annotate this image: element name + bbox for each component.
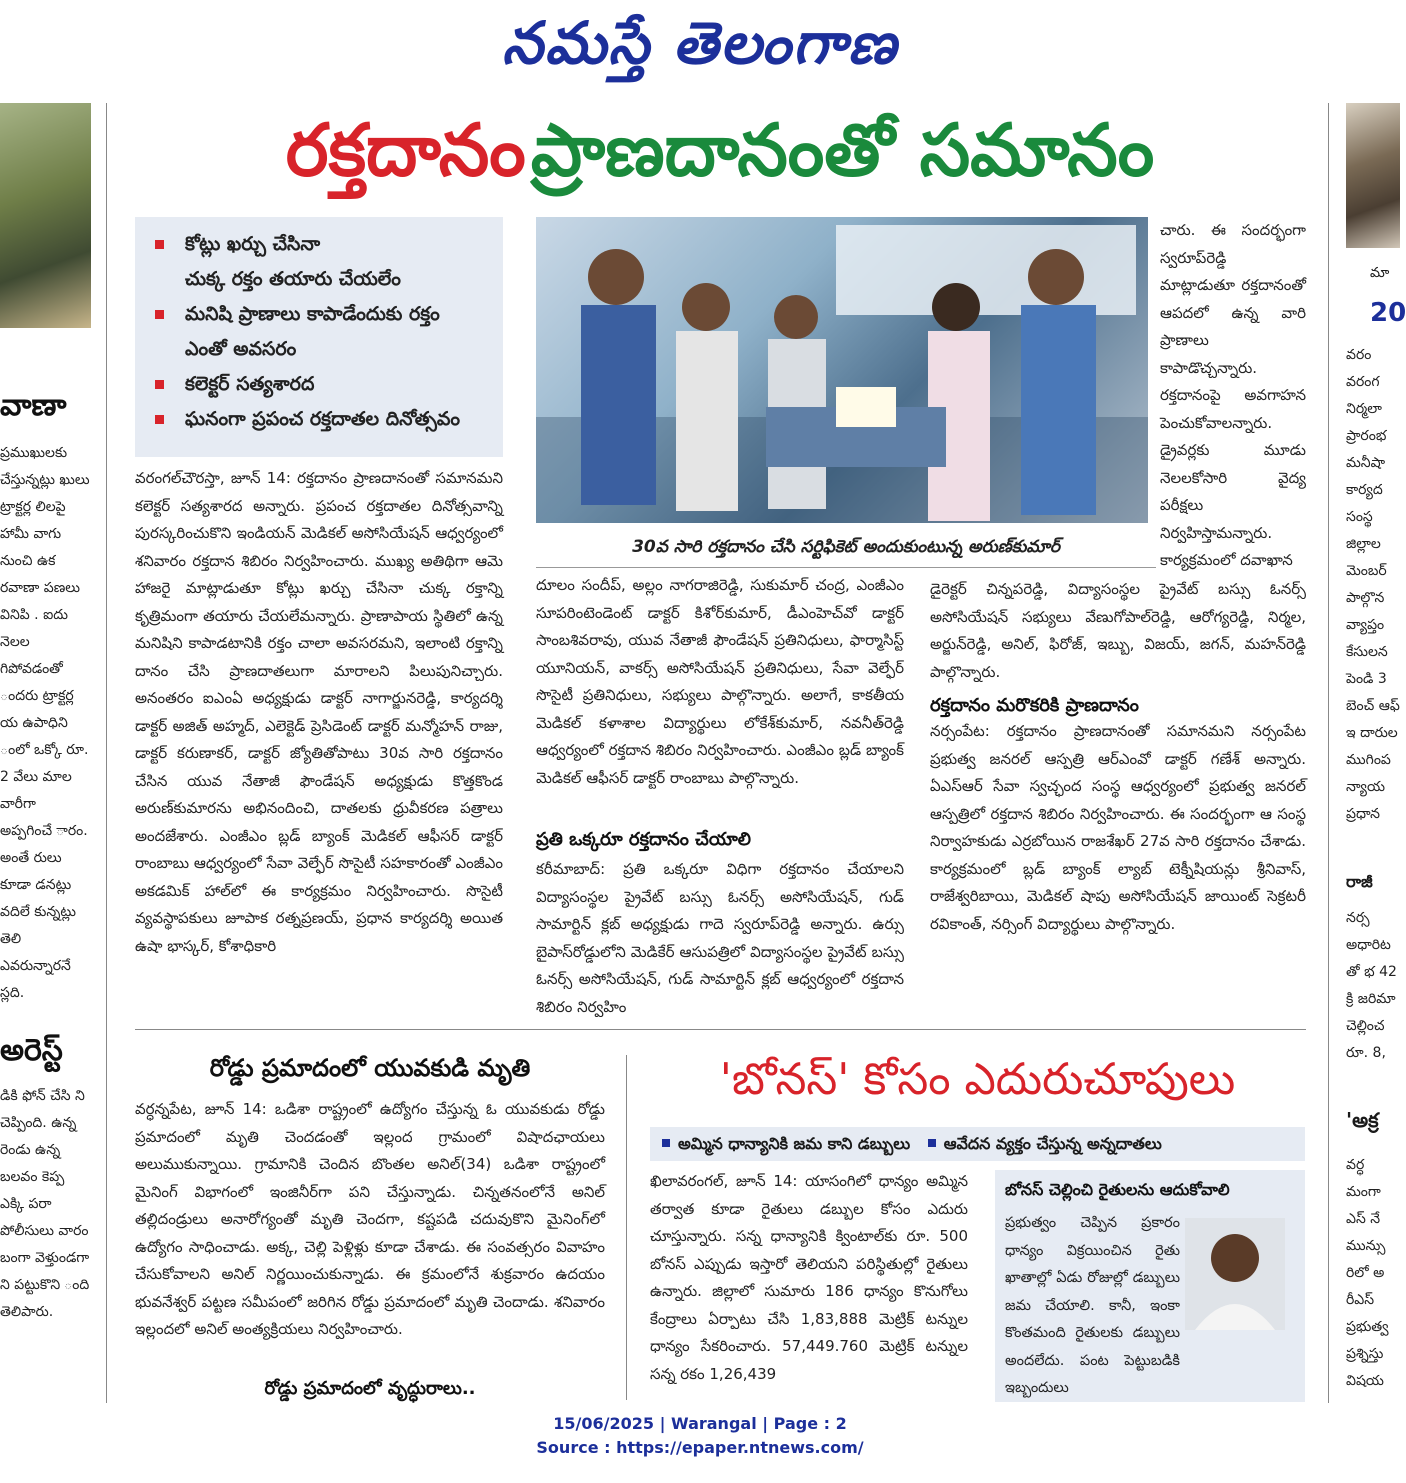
photo-caption: 30వ సారి రక్తదానం చేసి సర్టిఫికెట్ అందుకుంటున్న అరుణ్‌కుమార్ [632, 537, 1060, 557]
quote-box-body: ప్రభుత్వం చెప్పిన ప్రకారం ధాన్యం విక్రయించిన రైతు ఖాతాల్లో ఏడు రోజుల్లో డబ్బులు జమ చేయాలి. కానీ, ఇంకా కొంతమంది రైతులకు డబ్బులు అందలేదు. పంట పెట్టుబడికి ఇబ్బందులు [1005, 1215, 1180, 1396]
bullet-square-icon [662, 1139, 670, 1147]
bullet-square-icon [928, 1139, 936, 1147]
highlights-box [135, 217, 503, 457]
right-strip-text-2: నర్స అధారిట తో భ 42 క్రి జరిమా చెల్లించ రూ. 8, [1346, 910, 1397, 1061]
lead-story-column-3b: నర్సంపేట: రక్తదానం ప్రాణదానంతో సమానమని నర్సంపేట ప్రభుత్వ జనరల్ ఆస్పత్రి ఆర్‌ఎంవో డాక్టర్ గణేశ్ అన్నారు. ఏఎస్‌ఆర్ సేవా స్వచ్ఛంద సంస్థ ఆధ్వర్యంలో ప్రభుత్వ జనరల్ ఆస్పత్రిలో రక్తదాన శిబిరం నిర్వహించారు. ఈ సందర్భంగా ఆ సంస్థ నిర్వాహకుడు ఎర్రబోయిన రాజశేఖర్ 27వ సారి రక్తదానం చేశాడు. కార్యక్రమంలో బ్లడ్ బ్యాంక్ ల్యాబ్ టెక్నీషియన్లు శ్రీనివాస్, రాజేశ్వరిబాయి, మెడికల్ షాపు అసోసియేషన్ జాయింట్ సెక్రటరీ రవికాంత్, నర్సింగ్ విద్యార్థులు పాల్గొన్నారు. [930, 722, 1306, 933]
strip-item: ఆవేదన వ్యక్తం చేస్తున్న అన్నదాతలు [943, 1134, 1162, 1153]
highlight-item: ఎంతో అవసరం [185, 338, 297, 360]
footer-date-line: 15/06/2025 | Warangal | Page : 2 [553, 1414, 847, 1433]
portrait-illustration [1185, 1218, 1285, 1330]
page-footer [0, 1412, 1400, 1460]
highlight-item: ఘనంగా ప్రపంచ రక్తదాతల దినోత్సవం [155, 402, 503, 437]
left-strip-heading-2: అరెస్ట్ [0, 1033, 63, 1068]
subhead-every-one-donate: ప్రతి ఒక్కరూ రక్తదానం చేయాలి [536, 829, 751, 850]
bullet-square-icon [155, 380, 164, 389]
left-strip-heading: వాణా [0, 388, 67, 423]
bonus-story-title: 'బోనస్' కోసం ఎదురుచూపులు [719, 1054, 1236, 1105]
newspaper-logo: నమస్తే తెలంగాణ [502, 9, 898, 77]
bonus-quote-box [995, 1170, 1305, 1402]
right-strip-text: వరం వరంగ నిర్మలా ప్రారంభ మనీషా కార్యద సంస్థ జిల్లాల మెంబర్ పాల్గొన వ్యాప్తం కేసులన పెండి 3 బెంచ్ ఆఫ్ ఇ దారుల ముగింప న్యాయ ప్రధాన [1346, 347, 1400, 822]
right-cropped-photo [1346, 103, 1400, 248]
right-strip-heading-2: రాజీ [1346, 872, 1373, 891]
photo-illustration [536, 217, 1148, 523]
next-story-title: రోడ్డు ప్రమాదంలో వృద్ధురాలు.. [264, 1378, 476, 1399]
blood-donation-photo [536, 217, 1148, 523]
headline-green-part: ప్రాణదానంతో సమానం [530, 108, 1155, 192]
masthead [0, 0, 1400, 96]
right-strip-heading-3: 'అక్ర [1346, 1108, 1379, 1132]
lead-story-column-3: డైరెక్టర్ చిన్నపరెడ్డి, విద్యాసంస్థల ప్రైవేట్ బస్సు ఓనర్స్ అసోసియేషన్ సభ్యులు వేణుగోపాల్‌రెడ్డి, ఆరోగ్యరెడ్డి, నిర్మల, అర్జున్‌రెడ్డి, అనిల్, ఫిరోజ్, ఇబ్బు, విజయ్, జగన్, మహన్‌రెడ్డి పాల్గొన్నారు. [930, 580, 1306, 681]
subhead-blood-donation-life: రక్తదానం మరొకరికి ప్రాణదానం [930, 695, 1139, 716]
left-strip-text: ప్రముఖులకు చేస్తున్నట్లు ఖులు ట్రాక్టర్ల లిలపై హామీ వాగు నుంచి ఉక రవాణా పణలు వినిపి . ఐదు నెలల గిపోవడంతో ందరు ట్రాక్టర్ల య ఉపాధిని ంలో ఒక్కో రూ. 2 వేలు మాల వారీగా అప్పగించే ారం. అంతే రులు కూడా డనట్లు వదిలే కున్నట్లు తెలి ఎవరున్నారనే స్లది. [0, 445, 90, 1001]
highlight-item: కోట్లు ఖర్చు చేసినా [155, 227, 503, 262]
highlight-item: చుక్క రక్తం తయారు చేయలేం [185, 268, 401, 290]
caption-underline [536, 567, 1156, 568]
highlight-item: మనిషి ప్రాణాలు కాపాడేందుకు రక్తం [155, 297, 503, 332]
bullet-square-icon [155, 310, 164, 319]
bullet-square-icon [155, 415, 164, 424]
right-strip-year: 20 [1370, 298, 1406, 328]
bonus-story-body: ఖిలావరంగల్, జూన్ 14: యాసంగిలో ధాన్యం అమ్మిన తర్వాత కూడా రైతులు డబ్బుల కోసం ఎదురు చూస్తున్నారు. సన్న ధాన్యానికి క్వింటాల్‌కు రూ. 500 బోనస్ ఎప్పుడు ఇస్తారో తెలియని పరిస్థితుల్లో రైతులు ఉన్నారు. జిల్లాలో సుమారు 186 ధాన్యం కొనుగోలు కేంద్రాలు ఏర్పాటు చేసి 1,83,888 మెట్రిక్ టన్నుల ధాన్యం సేకరించారు. 57,449.760 మెట్రిక్ టన్నుల సన్న రకం 1,26,439 [650, 1172, 968, 1383]
lead-story-column-3-top: చారు. ఈ సందర్భంగా స్వరూప్‌రెడ్డి మాట్లాడుతూ రక్తదానంతో ఆపదలో ఉన్న వారి ప్రాణాలు కాపాడొచ్చన్నారు. రక్తదానంపై అవగాహన పెంచుకోవాలన్నారు. డ్రైవర్లకు మూడు నెలలకోసారి వైద్య పరీక్షలు నిర్వహిస్తామన్నారు. కార్యక్రమంలో దవాఖాన [1160, 221, 1306, 569]
right-strip-caption: మా [1370, 265, 1390, 281]
road-accident-body: వర్ధన్నపేట, జూన్ 14: ఒడిశా రాష్ట్రంలో ఉద్యోగం చేస్తున్న ఓ యువకుడు రోడ్డు ప్రమాదంలో మృతి చెందడంతో ఇల్లంద గ్రామంలో విషాదఛాయలు అలుముకున్నాయి. గ్రామానికి చెందిన బొంతల అనిల్(34) ఒడిశా రాష్ట్రంలో మైనింగ్ విభాగంలో ఇంజినీర్‌గా పని చేస్తున్నాడు. చిన్నతనంలోనే అనిల్ తల్లిదండ్రులు అనారోగ్యంతో మృతి చెందగా, కష్టపడి చదువుకొని మైనింగ్‌లో ఉద్యోగం సాధించాడు. అక్క, చెల్లి పెళ్లిళ్లు కూడా చేశాడు. ఈ సంవత్సరం వివాహం చేసుకోవాలని అనిల్ నిర్ణయించుకున్నాడు. ఈ క్రమంలోనే శుక్రవారం ఉదయం భువనేశ్వర్ పట్టణ సమీపంలో జరిగిన రోడ్డు ప్రమాదంలో మృతి చెందాడు. శనివారం ఇల్లందలో అనిల్ అంత్యక్రియలు నిర్వహించారు. [135, 1100, 605, 1338]
lead-headline [120, 98, 1320, 202]
right-column-divider [1328, 103, 1329, 1403]
left-column-divider [106, 103, 107, 1403]
road-accident-title: రోడ్డు ప్రమాదంలో యువకుడి మృతి [209, 1054, 531, 1082]
right-strip-text-3: వర్ధ మంగా ఎస్ నే మున్సు రిలో అ రీఎస్ ప్రభుత్వ ప్రశ్నిస్తు విషయ [1346, 1157, 1389, 1389]
section-divider [135, 1029, 1306, 1030]
lead-story-column-1: వరంగల్‌చౌరస్తా, జూన్ 14: రక్తదానం ప్రాణదానంతో సమానమని కలెక్టర్ సత్యశారద అన్నారు. ప్రపంచ రక్తదాతల దినోత్సవాన్ని పురస్కరించుకొని ఇండియన్ మెడికల్ అసోసియేషన్ ఆధ్వర్యంలో శనివారం రక్తదాన శిబిరం నిర్వహించారు. ముఖ్య అతిథిగా ఆమె హాజరై మాట్లాడుతూ కోట్లు ఖర్చు చేసినా చుక్క రక్తాన్ని కృత్రిమంగా తయారు చేయలేమన్నారు. ప్రాణాపాయ స్థితిలో ఉన్న మనిషిని కాపాడటానికి రక్తం చాలా అవసరమని, ఇలాంటి రక్తాన్ని దానం చేసి ప్రాణదాతలుగా మారాలని పిలుపునిచ్చారు. అనంతరం ఐఎంఏ అధ్యక్షుడు డాక్టర్ నాగార్జునరెడ్డి, కార్యదర్శి డాక్టర్ అజిత్ అహ్మద్, ఎలెక్టెడ్ ప్రెసిడెంట్ డాక్టర్ మన్మోహన్ రాజు, డాక్టర్ కరుణాకర్, డాక్టర్ జ్యోతితోపాటు 30వ సారి రక్తదానం చేసిన యువ నేతాజీ ఫౌండేషన్ అధ్యక్షుడు కొత్తకొండ అరుణ్‌కుమారను అభినందించి, దాతలకు ధ్రువీకరణ పత్రాలు అందజేశారు. ఎంజీఎం బ్లడ్ బ్యాంక్ మెడికల్ ఆఫీసర్ డాక్టర్ రాంబాబు ఆధ్వర్యంలో సేవా వెల్ఫేర్ సొసైటీ సహకారంతో ఎంజీఎం అకడమిక్ హాల్‌లో ఈ కార్యక్రమం నిర్వహించారు. సొసైటీ వ్యవస్థాపకులు జూపాక రత్నప్రణయ్, ప్రధాన కార్యదర్శి అయిత ఉషా భాస్కర్, కోశాధికారి [135, 469, 503, 955]
footer-source-line: Source : https://epaper.ntnews.com/ [536, 1438, 864, 1457]
bullet-square-icon [155, 240, 164, 249]
headline-red-part: రక్తదానం [285, 108, 526, 192]
left-strip-text-2: డికి ఫోన్ చేసి ని చెప్పింది. ఉన్న రెండు ఉన్న బలవం కెప్ప ఎక్కి పరా పోలీసులు వారం బంగా వెళ్తుండగా ని పట్టుకొని ంది తెలిపారు. [0, 1088, 90, 1320]
lead-story-column-2: దూలం సందీప్, అల్లం నాగరాజిరెడ్డి, సుకుమార్ చంద్ర, ఎంజీఎం సూపరింటెండెంట్ డాక్టర్ కిశోర్‌కుమార్, డీఎంహెచ్‌వో డాక్టర్ సాంబశివరావు, యువ నేతాజీ ఫౌండేషన్ ప్రతినిధులు, ఫార్మాసిస్ట్ యూనియన్, వాకర్స్ అసోసియేషన్ ప్రతినిధులు, సేవా వెల్ఫేర్ సొసైటీ ప్రతినిధులు, సభ్యులు పాల్గొన్నారు. అలాగే, కాకతీయ మెడికల్ కళాశాల విద్యార్థులు లోకేశ్‌కుమార్, నవనీత్‌రెడ్డి ఆధ్వర్యంలో రక్తదాన శిబిరం నిర్వహించారు. ఎంజీఎం బ్లడ్ బ్యాంక్ మెడికల్ ఆఫీసర్ డాక్టర్ రాంబాబు పాల్గొన్నారు. [536, 576, 904, 787]
quote-box-title: బోనస్ చెల్లించి రైతులను ఆదుకోవాలి [1005, 1180, 1230, 1199]
lead-story-column-2b: కరీమాబాద్: ప్రతి ఒక్కరూ విధిగా రక్తదానం చేయాలని విద్యాసంస్థల ప్రైవేట్ బస్సు ఓనర్స్ అసోసియేషన్, గుడ్ సామార్టిన్ క్లబ్ అధ్యక్షుడు గాదె స్వరూప్‌రెడ్డి అన్నారు. ఉర్సు బైపాస్‌రోడ్డులోని మెడికేర్ ఆసుపత్రిలో విద్యాసంస్థల ప్రైవేట్ బస్సు ఓనర్స్ అసోసియేషన్, గుడ్ సామార్టిన్ క్లబ్ ఆధ్వర్యంలో రక్తదాన శిబిరం నిర్వహిం [536, 860, 904, 1016]
strip-item: అమ్మిన ధాన్యానికి జమ కాని డబ్బులు [678, 1134, 911, 1153]
bonus-highlight-strip [650, 1127, 1305, 1161]
farmer-portrait [1185, 1218, 1285, 1330]
left-cropped-photo [0, 103, 91, 328]
lower-column-divider [626, 1055, 627, 1400]
highlight-item: కలెక్టర్ సత్యశారద [155, 367, 503, 402]
